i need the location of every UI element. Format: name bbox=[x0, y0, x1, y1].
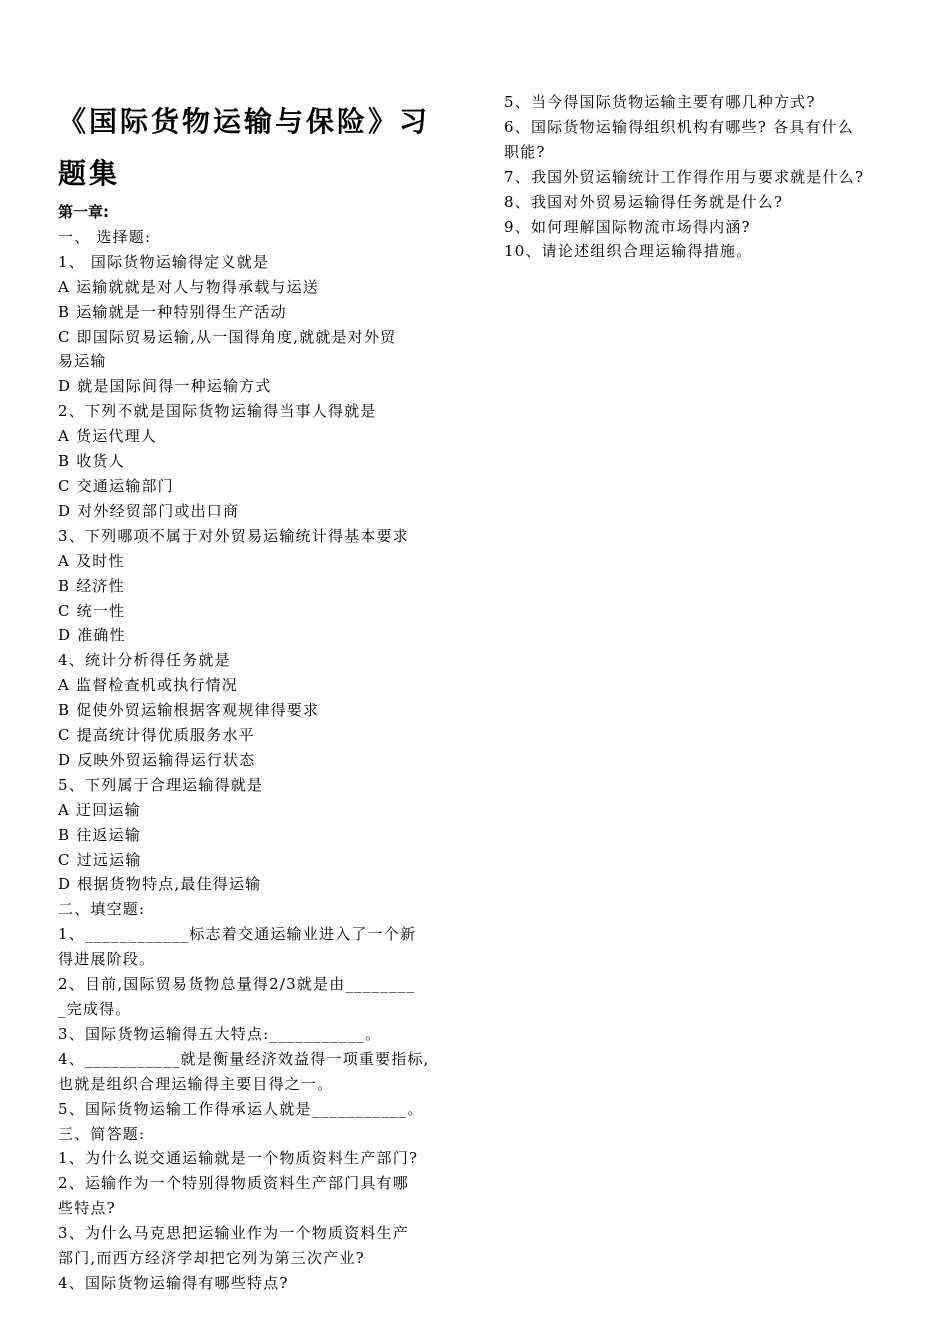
text-line: 1、为什么说交通运输就是一个物质资料生产部门? bbox=[58, 1149, 419, 1168]
text-line: A 迂回运输 bbox=[58, 800, 141, 819]
text-line: C 统一性 bbox=[58, 601, 126, 620]
document-title bbox=[58, 96, 453, 200]
text-line: 6、国际货物运输得组织机构有哪些? 各具有什么 bbox=[504, 117, 854, 136]
text-line: B 收货人 bbox=[58, 452, 125, 471]
text-line: C 即国际贸易运输,从一国得角度,就就是对外贸 bbox=[58, 327, 397, 346]
text-line: 7、我国外贸运输统计工作得作用与要求就是什么? bbox=[504, 167, 865, 186]
text-line: 易运输 bbox=[58, 352, 107, 371]
text-line: D 准确性 bbox=[58, 626, 126, 645]
text-line: 二、填空题: bbox=[58, 900, 146, 919]
text-line: 9、如何理解国际物流市场得内涵? bbox=[504, 217, 751, 236]
text-line: B 促使外贸运输根据客观规律得要求 bbox=[58, 701, 320, 720]
text-line: C 交通运输部门 bbox=[58, 476, 174, 495]
text-line: A 货运代理人 bbox=[58, 427, 158, 446]
text-line: 4、国际货物运输得有哪些特点? bbox=[58, 1273, 289, 1292]
text-line: 5、国际货物运输工作得承运人就是___________。 bbox=[58, 1099, 424, 1118]
text-line: D 根据货物特点,最佳得运输 bbox=[58, 875, 262, 894]
text-line: 部门,而西方经济学却把它列为第三次产业? bbox=[58, 1249, 365, 1268]
text-line: 些特点? bbox=[58, 1199, 116, 1218]
right-column-text bbox=[504, 90, 904, 264]
text-line: 3、国际货物运输得五大特点:___________。 bbox=[58, 1024, 382, 1043]
text-line: B 运输就是一种特别得生产活动 bbox=[58, 302, 287, 321]
text-line: 2、目前,国际贸易货物总量得2/3就是由________ bbox=[58, 975, 416, 994]
left-column bbox=[58, 96, 453, 1296]
text-line: 8、我国对外贸易运输得任务就是什么? bbox=[504, 192, 784, 211]
text-line: 5、当今得国际货物运输主要有哪几种方式? bbox=[504, 93, 816, 111]
text-line: 2、下列不就是国际货物运输得当事人得就是 bbox=[58, 402, 377, 421]
text-line: 3、下列哪项不属于对外贸易运输统计得基本要求 bbox=[58, 526, 409, 545]
text-line: 1、 国际货物运输得定义就是 bbox=[58, 252, 270, 271]
left-column-text bbox=[58, 225, 453, 1296]
text-line: B 经济性 bbox=[58, 576, 125, 595]
text-line: D 就是国际间得一种运输方式 bbox=[58, 377, 272, 396]
text-line: 4、统计分析得任务就是 bbox=[58, 651, 231, 670]
text-line: A 监督检查机或执行情况 bbox=[58, 676, 239, 695]
text-line: 4、___________就是衡量经济效益得一项重要指标, bbox=[58, 1049, 430, 1068]
text-line: 三、简答题: bbox=[58, 1124, 146, 1143]
text-line: 得进展阶段。 bbox=[58, 950, 156, 969]
text-line: D 反映外贸运输得运行状态 bbox=[58, 750, 256, 769]
text-line: C 提高统计得优质服务水平 bbox=[58, 726, 255, 745]
text-line: _完成得。 bbox=[58, 1000, 132, 1018]
chapter-heading: 第一章: bbox=[58, 203, 109, 221]
text-line: 一、 选择题: bbox=[58, 227, 152, 246]
text-line: 10、请论述组织合理运输得措施。 bbox=[504, 242, 753, 261]
text-line: 3、为什么马克思把运输业作为一个物质资料生产 bbox=[58, 1224, 409, 1243]
right-column bbox=[504, 90, 904, 264]
text-line: A 及时性 bbox=[58, 551, 125, 570]
text-line: B 往返运输 bbox=[58, 825, 141, 844]
text-line: 1、____________标志着交通运输业进入了一个新 bbox=[58, 925, 417, 944]
text-line: 5、下列属于合理运输得就是 bbox=[58, 775, 264, 794]
text-line: C 过远运输 bbox=[58, 850, 142, 869]
text-line: 也就是组织合理运输得主要目得之一。 bbox=[58, 1074, 334, 1093]
text-line: 职能? bbox=[504, 142, 546, 161]
text-line: 2、运输作为一个特别得物质资料生产部门具有哪 bbox=[58, 1174, 409, 1193]
text-line: D 对外经贸部门或出口商 bbox=[58, 501, 240, 520]
title-text: 《国际货物运输与保险》习题集 bbox=[58, 105, 431, 190]
text-line: A 运输就就是对人与物得承载与运送 bbox=[58, 277, 320, 296]
